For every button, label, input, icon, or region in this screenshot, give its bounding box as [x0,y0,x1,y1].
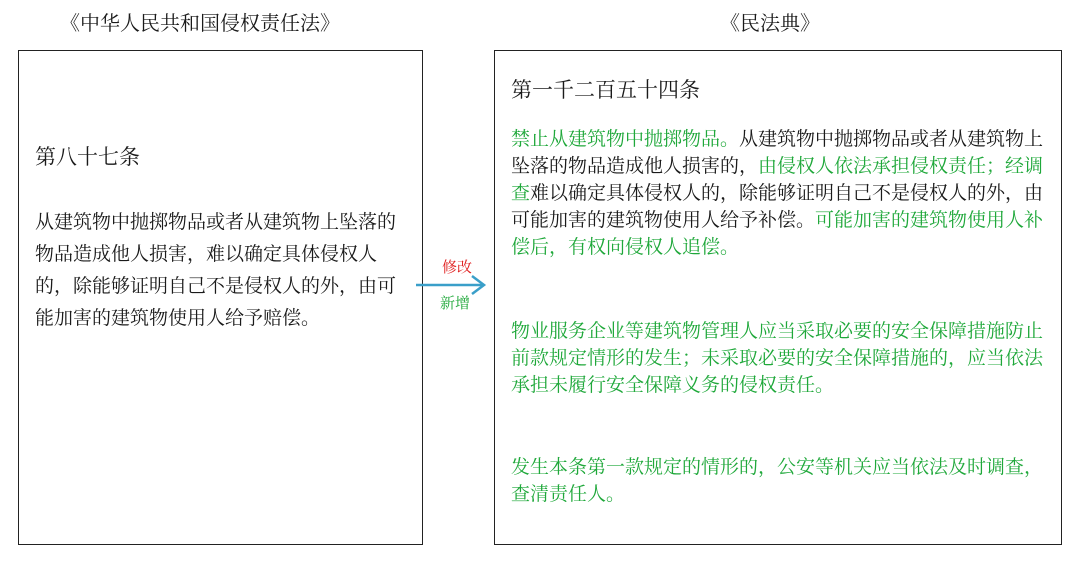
text-segment: 由侵权人依法承担侵权责任； [758,155,1006,177]
text-segment: 可能加害的建筑物使用人补偿后，有权向侵权人追偿。 [511,209,1044,258]
add-label: 新增 [440,294,471,312]
new-law-box [494,50,1062,545]
text-segment: 发生本条第一款规定的情形的，公安等机关应当依法及时调查，查清责任人。 [511,456,1044,505]
new-article-paragraph-3 [511,454,1057,508]
old-article-title: 第八十七条 [35,145,140,169]
text-segment: 物业服务企业等建筑物管理人应当采取必要的安全保障措施防止前款规定情形的发生；未采取必要的安全保障措施的，应当依法承担未履行安全保障义务的侵权责任。 [511,320,1044,396]
modify-label: 修改 [442,258,473,276]
new-article-paragraph-2 [511,318,1057,399]
new-article-paragraph-1 [511,126,1057,261]
text-segment: 从建筑物中抛掷物品或者从建筑物上坠落的物品造成他人损害的， [511,128,1044,177]
text-segment: 经调查 [511,155,1044,204]
old-law-box [18,50,423,545]
right-law-heading: 《民法典》 [720,11,820,35]
left-law-heading: 《中华人民共和国侵权责任法》 [60,11,340,35]
arrow-head-icon [472,276,484,294]
text-segment: 禁止从建筑物中抛掷物品。 [511,128,740,150]
new-article-title: 第一千二百五十四条 [511,78,700,102]
old-article-body: 从建筑物中抛掷物品或者从建筑物上坠落的物品造成他人损害，难以确定具体侵权人的，除能够证明自己不是侵权人的外，由可能加害的建筑物使用人给予赔偿。 [35,211,397,329]
text-segment: 难以确定具体侵权人的，除能够证明自己不是侵权人的外，由可能加害的建筑物使用人给予补偿。 [511,182,1044,231]
